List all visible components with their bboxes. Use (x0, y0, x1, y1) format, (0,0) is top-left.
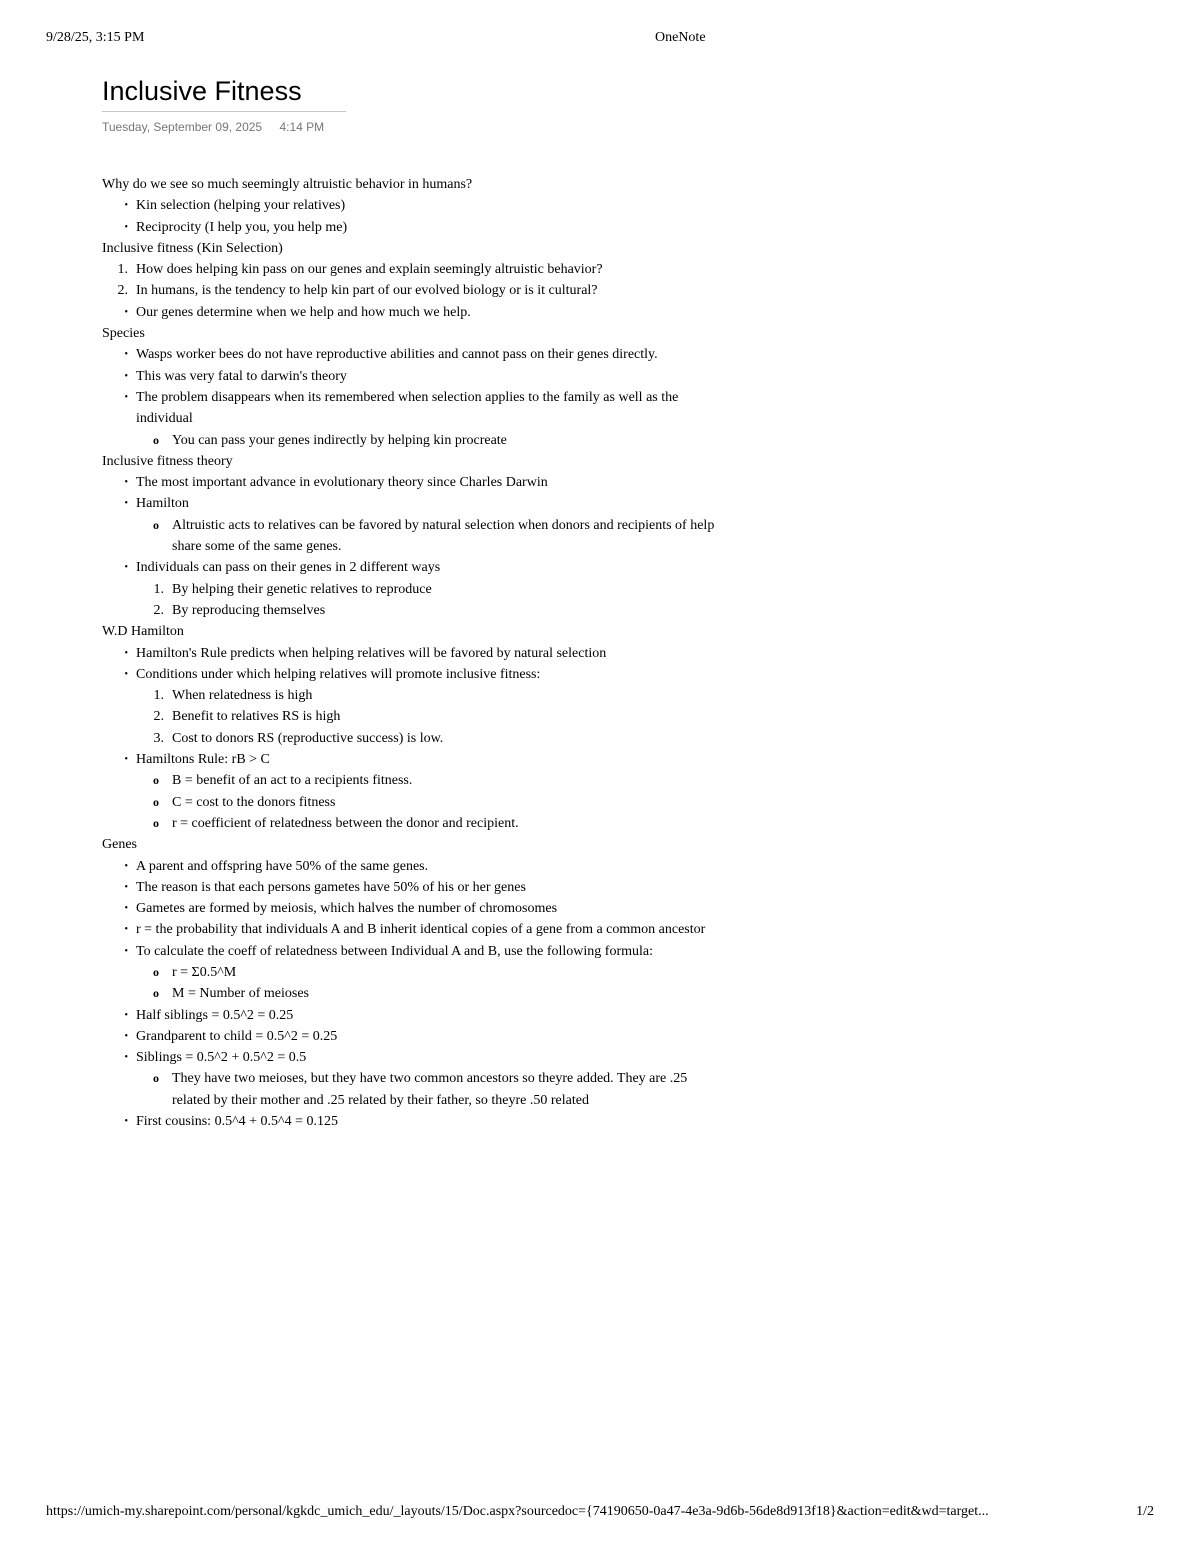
list-item (102, 259, 722, 280)
bullet-icon: • (124, 306, 128, 318)
line-text: Benefit to relatives RS is high (172, 709, 341, 725)
line-text: The problem disappears when its remembered when selection applies to the family as well as the individual (136, 389, 679, 427)
section-heading (102, 621, 722, 642)
print-footer (46, 1504, 1154, 1524)
line-text: Individuals can pass on their genes in 2 different ways (136, 560, 441, 576)
list-item (102, 579, 722, 600)
circle-bullet-icon: o (153, 1071, 159, 1086)
line-text: W.D Hamilton (102, 624, 184, 640)
note-page (102, 72, 722, 1132)
line-text: Siblings = 0.5^2 + 0.5^2 = 0.5 (136, 1050, 307, 1066)
list-item (102, 195, 722, 216)
list-number: 1. (153, 581, 164, 597)
list-item (102, 1111, 722, 1132)
line-text: Genes (102, 837, 137, 853)
list-item (102, 770, 722, 791)
list-item (102, 813, 722, 834)
bullet-icon: • (124, 945, 128, 957)
list-number: 2. (117, 283, 128, 299)
page-title: Inclusive Fitness (102, 72, 346, 112)
section-heading (102, 238, 722, 259)
list-item (102, 706, 722, 727)
line-text: When relatedness is high (172, 688, 313, 704)
list-item (102, 792, 722, 813)
list-item (102, 728, 722, 749)
list-item (102, 302, 722, 323)
line-text: Inclusive fitness theory (102, 453, 233, 469)
circle-bullet-icon: o (153, 794, 159, 809)
bullet-icon: • (124, 1116, 128, 1128)
bullet-icon: • (124, 562, 128, 574)
note-time: 4:14 PM (279, 120, 325, 134)
page-number: 1/2 (1136, 1504, 1154, 1519)
line-text: Inclusive fitness (Kin Selection) (102, 240, 283, 256)
bullet-icon: • (124, 860, 128, 872)
bullet-icon: • (124, 349, 128, 361)
circle-bullet-icon: o (153, 432, 159, 447)
circle-bullet-icon: o (153, 986, 159, 1001)
line-text: B = benefit of an act to a recipients fitness. (172, 773, 413, 789)
bullet-icon: • (124, 647, 128, 659)
list-item (102, 344, 722, 365)
list-item (102, 430, 722, 451)
line-text: The reason is that each persons gametes have 50% of his or her genes (136, 879, 526, 895)
section-heading (102, 834, 722, 855)
line-text: Our genes determine when we help and how much we help. (136, 304, 471, 320)
line-text: They have two meioses, but they have two common ancestors so theyre added. They are .25 related by their mother and .25 related by their father, so theyre .50 related (172, 1071, 688, 1108)
list-number: 2. (153, 602, 164, 618)
bullet-icon: • (124, 924, 128, 936)
list-item (102, 557, 722, 578)
line-text: To calculate the coeff of relatedness between Individual A and B, use the following formula: (136, 943, 653, 959)
bullet-icon: • (124, 221, 128, 233)
line-text: C = cost to the donors fitness (172, 794, 336, 810)
list-item (102, 749, 722, 770)
line-text: First cousins: 0.5^4 + 0.5^4 = 0.125 (136, 1114, 338, 1130)
list-item (102, 387, 722, 430)
list-number: 2. (153, 709, 164, 725)
line-text: Cost to donors RS (reproductive success) is low. (172, 730, 444, 746)
circle-bullet-icon: o (153, 517, 159, 532)
line-text: You can pass your genes indirectly by helping kin procreate (172, 432, 507, 448)
line-text: Conditions under which helping relatives will promote inclusive fitness: (136, 666, 541, 682)
note-body (102, 174, 722, 1132)
bullet-icon: • (124, 498, 128, 510)
list-item (102, 366, 722, 387)
list-item (102, 643, 722, 664)
list-item (102, 856, 722, 877)
line-text: r = Σ0.5^M (172, 964, 237, 980)
list-item (102, 493, 722, 514)
list-item (102, 983, 722, 1004)
list-number: 1. (153, 688, 164, 704)
line-text: Altruistic acts to relatives can be favored by natural selection when donors and recipients of help share some of the same genes. (172, 517, 715, 555)
bullet-icon: • (124, 477, 128, 489)
line-text: Grandparent to child = 0.5^2 = 0.25 (136, 1028, 338, 1044)
bullet-icon: • (124, 881, 128, 893)
line-text: A parent and offspring have 50% of the same genes. (136, 858, 429, 874)
print-header (46, 30, 1154, 50)
line-text: Why do we see so much seemingly altruistic behavior in humans? (102, 177, 473, 192)
line-text: By reproducing themselves (172, 602, 326, 618)
list-item (102, 877, 722, 898)
list-item (102, 1047, 722, 1068)
circle-bullet-icon: o (153, 815, 159, 830)
bullet-icon: • (124, 668, 128, 680)
bullet-icon: • (124, 200, 128, 212)
list-item (102, 217, 722, 238)
note-date: Tuesday, September 09, 2025 (102, 120, 263, 134)
list-number: 3. (153, 730, 164, 746)
print-timestamp: 9/28/25, 3:15 PM (46, 30, 145, 45)
list-item (102, 1026, 722, 1047)
list-item (102, 600, 722, 621)
circle-bullet-icon: o (153, 773, 159, 788)
list-item (102, 962, 722, 983)
section-heading (102, 323, 722, 344)
page-url: https://umich-my.sharepoint.com/personal/kgkdc_umich_edu/_layouts/15/Doc.aspx?sourcedoc={74190650-0a47-4e3a-9d6b-56de8d913f18}&action=edit&wd=target... (46, 1504, 989, 1519)
bullet-icon: • (124, 1052, 128, 1064)
bullet-icon: • (124, 391, 128, 403)
list-item (102, 472, 722, 493)
section-heading (102, 451, 722, 472)
note-timestamp (102, 120, 722, 134)
line-text: In humans, is the tendency to help kin part of our evolved biology or is it cultural? (136, 283, 598, 299)
list-item (102, 898, 722, 919)
circle-bullet-icon: o (153, 964, 159, 979)
line-text: Species (102, 326, 145, 342)
line-text: r = the probability that individuals A and B inherit identical copies of a gene from a common ancestor (136, 922, 706, 938)
line-text: How does helping kin pass on our genes and explain seemingly altruistic behavior? (136, 262, 603, 278)
bullet-icon: • (124, 903, 128, 915)
list-item (102, 664, 722, 685)
line-text: The most important advance in evolutionary theory since Charles Darwin (136, 475, 548, 491)
bullet-icon: • (124, 754, 128, 766)
print-app-name: OneNote (655, 30, 706, 45)
list-item (102, 515, 722, 558)
list-item (102, 685, 722, 706)
list-item (102, 1068, 722, 1111)
list-number: 1. (117, 262, 128, 278)
line-text: This was very fatal to darwin's theory (136, 368, 347, 384)
line-text: Kin selection (helping your relatives) (136, 198, 346, 214)
line-text: Hamilton's Rule predicts when helping relatives will be favored by natural selection (136, 645, 607, 661)
bullet-icon: • (124, 1009, 128, 1021)
line-text: Wasps worker bees do not have reproductive abilities and cannot pass on their genes directly. (136, 347, 658, 363)
line-text: Gametes are formed by meiosis, which halves the number of chromosomes (136, 901, 558, 917)
line-text: By helping their genetic relatives to reproduce (172, 581, 432, 597)
bullet-icon: • (124, 370, 128, 382)
line-text: M = Number of meioses (172, 986, 309, 1002)
list-item (102, 941, 722, 962)
line-text: Half siblings = 0.5^2 = 0.25 (136, 1007, 294, 1023)
line-text: Hamilton (136, 496, 189, 512)
list-item (102, 919, 722, 940)
line-text: r = coefficient of relatedness between the donor and recipient. (172, 815, 519, 831)
line-text: Reciprocity (I help you, you help me) (136, 219, 348, 235)
list-item (102, 1005, 722, 1026)
section-heading (102, 174, 722, 195)
list-item (102, 280, 722, 301)
line-text: Hamiltons Rule: rB > C (136, 752, 270, 768)
bullet-icon: • (124, 1030, 128, 1042)
